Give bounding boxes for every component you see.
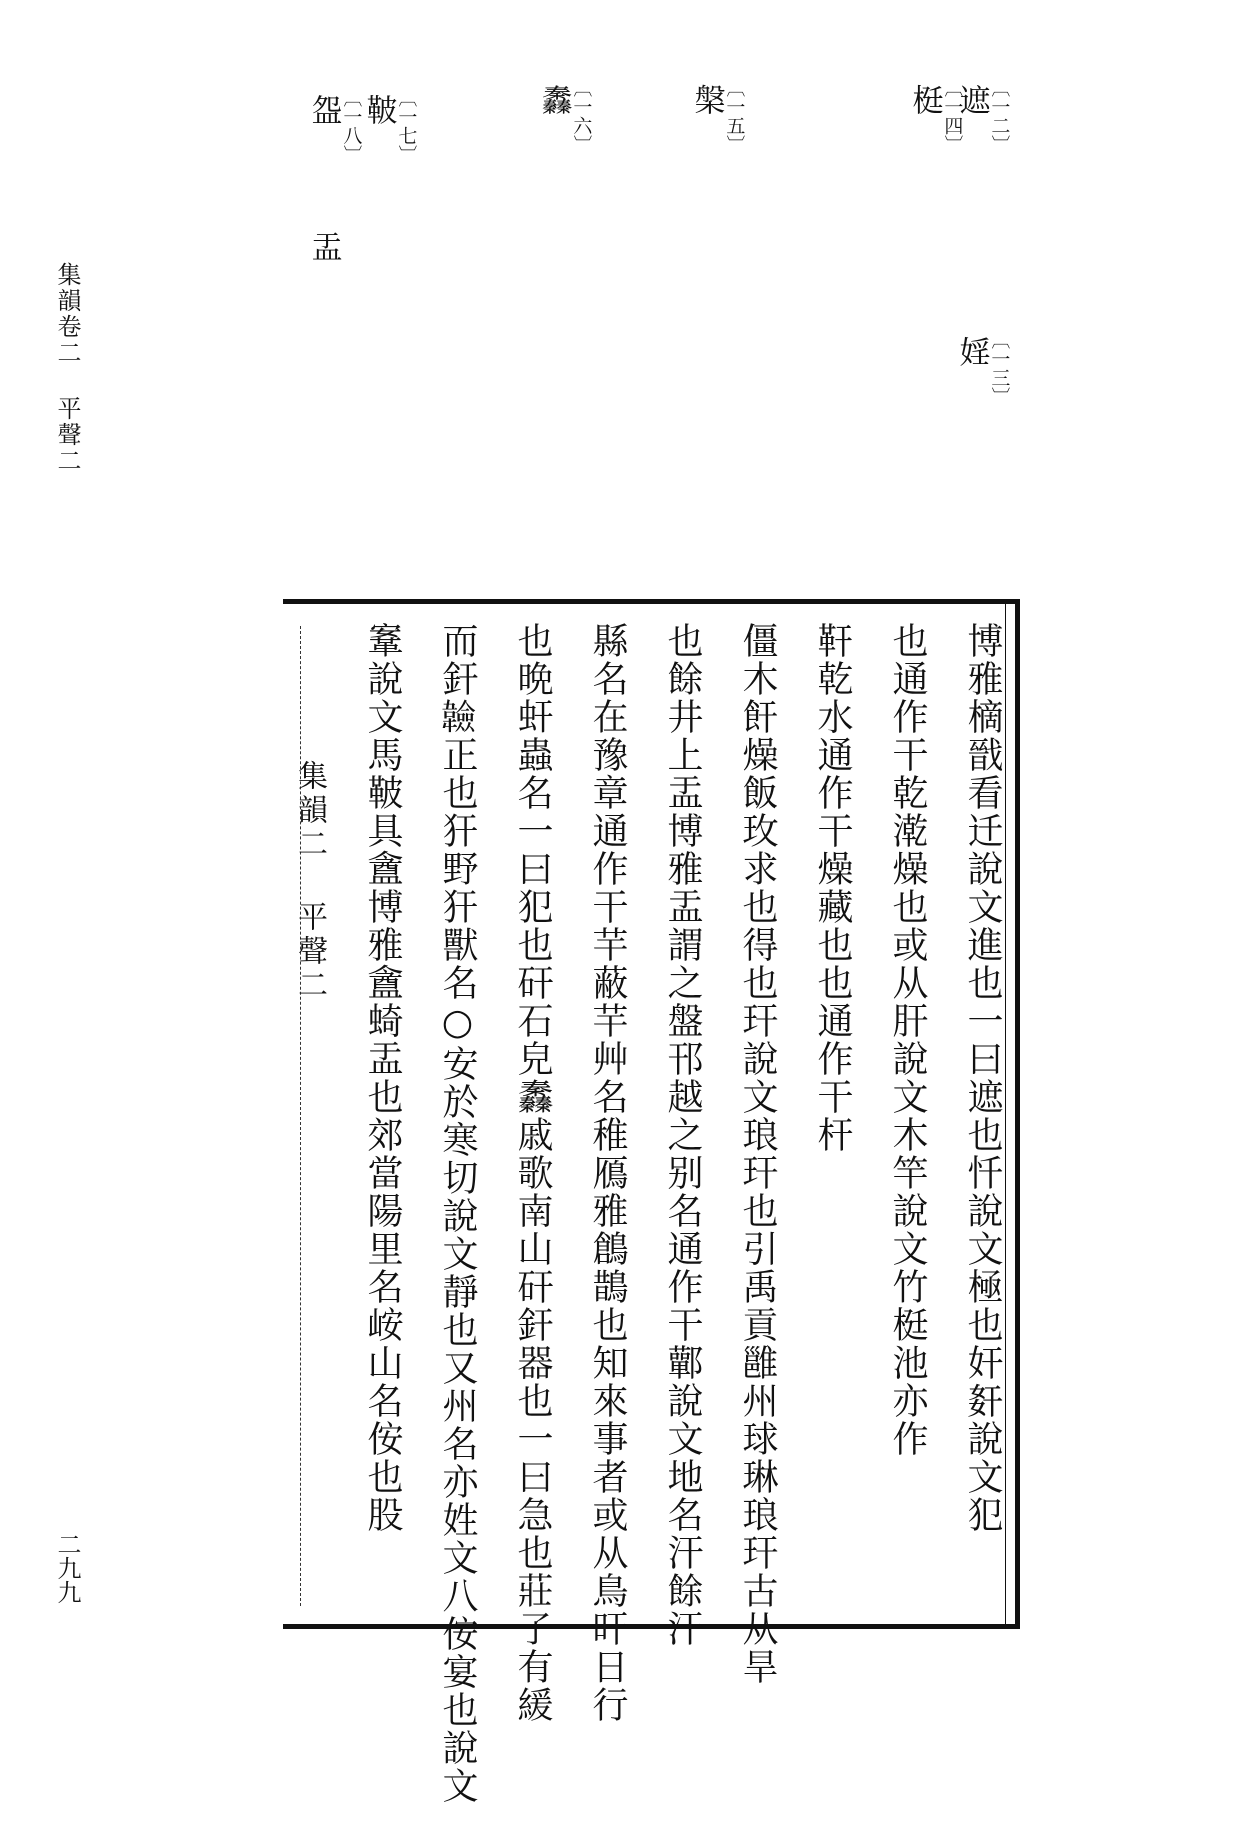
text-column: 而釬𩏩正也犴野犴獸名○安於寒切說文靜也又州名亦姓文八侒宴也說文 xyxy=(437,622,478,1805)
note-mark: 〔一七〕 xyxy=(395,88,418,164)
text-column: 鞌說文馬鞁具盦博雅盦䗁盂也郊當陽里名峖山名侒也股 xyxy=(362,622,403,1534)
page-number: 二九九 xyxy=(53,1532,81,1604)
note-mark: 〔一三〕 xyxy=(988,330,1011,406)
block-side-label: 集韻二 平聲二 xyxy=(292,760,327,1003)
note-mark: 〔一五〕 xyxy=(723,78,746,154)
note-char: 梃 xyxy=(906,84,943,115)
collation-note xyxy=(955,330,1010,406)
note-char: 䆐 xyxy=(535,84,572,115)
note-char: 遮 xyxy=(953,84,990,115)
collation-note xyxy=(537,78,592,154)
text-column: 也通作干乾漧燥也或从肝說文木竿說文竹梃池亦作 xyxy=(887,622,928,1458)
collation-note xyxy=(307,88,362,164)
note-mark: 〔一六〕 xyxy=(570,78,593,154)
note-char: 盂 xyxy=(305,231,342,262)
note-mark: 〔一二〕 xyxy=(988,78,1011,154)
running-header: 集韻卷二 平聲二 xyxy=(53,262,81,474)
note-char: 槃 xyxy=(688,84,725,115)
note-mark: 〔一八〕 xyxy=(340,88,363,164)
text-column: 靬乾水通作干燥藏也也通作干杆 xyxy=(812,622,853,1154)
collation-note xyxy=(908,78,963,154)
text-column: 也晩虷蟲名一曰犯也矸石皃䆐戚歌南山矸釬器也一曰急也莊子有緩 xyxy=(512,622,553,1724)
note-char: 盌 xyxy=(305,94,342,125)
text-column: 博雅樀戩看迁說文進也一曰遮也忏說文極也奸姧說文犯 xyxy=(962,622,1003,1534)
collation-note xyxy=(307,225,340,262)
collation-note xyxy=(690,78,745,154)
frame-inner-rule xyxy=(1005,604,1006,1624)
note-char: 鞁 xyxy=(360,94,397,125)
text-column: 也餘井上盂博雅盂謂之盤邗越之别名通作干鄿說文地名汗餘汗 xyxy=(662,622,703,1648)
collation-note xyxy=(362,88,417,164)
note-char: 婬 xyxy=(953,336,990,367)
note-mark: 〔一四〕 xyxy=(941,78,964,154)
text-column: 縣名在豫章通作干芉蔽芉艸名稚鴈雅鶬鵲也知來事者或从鳥旰日行 xyxy=(587,622,628,1724)
text-column: 僵木飦燥飯玫求也得也玕說文琅玕也引禹貢雝州球琳琅玕古从旱 xyxy=(737,622,778,1686)
text-frame xyxy=(283,599,1020,1805)
